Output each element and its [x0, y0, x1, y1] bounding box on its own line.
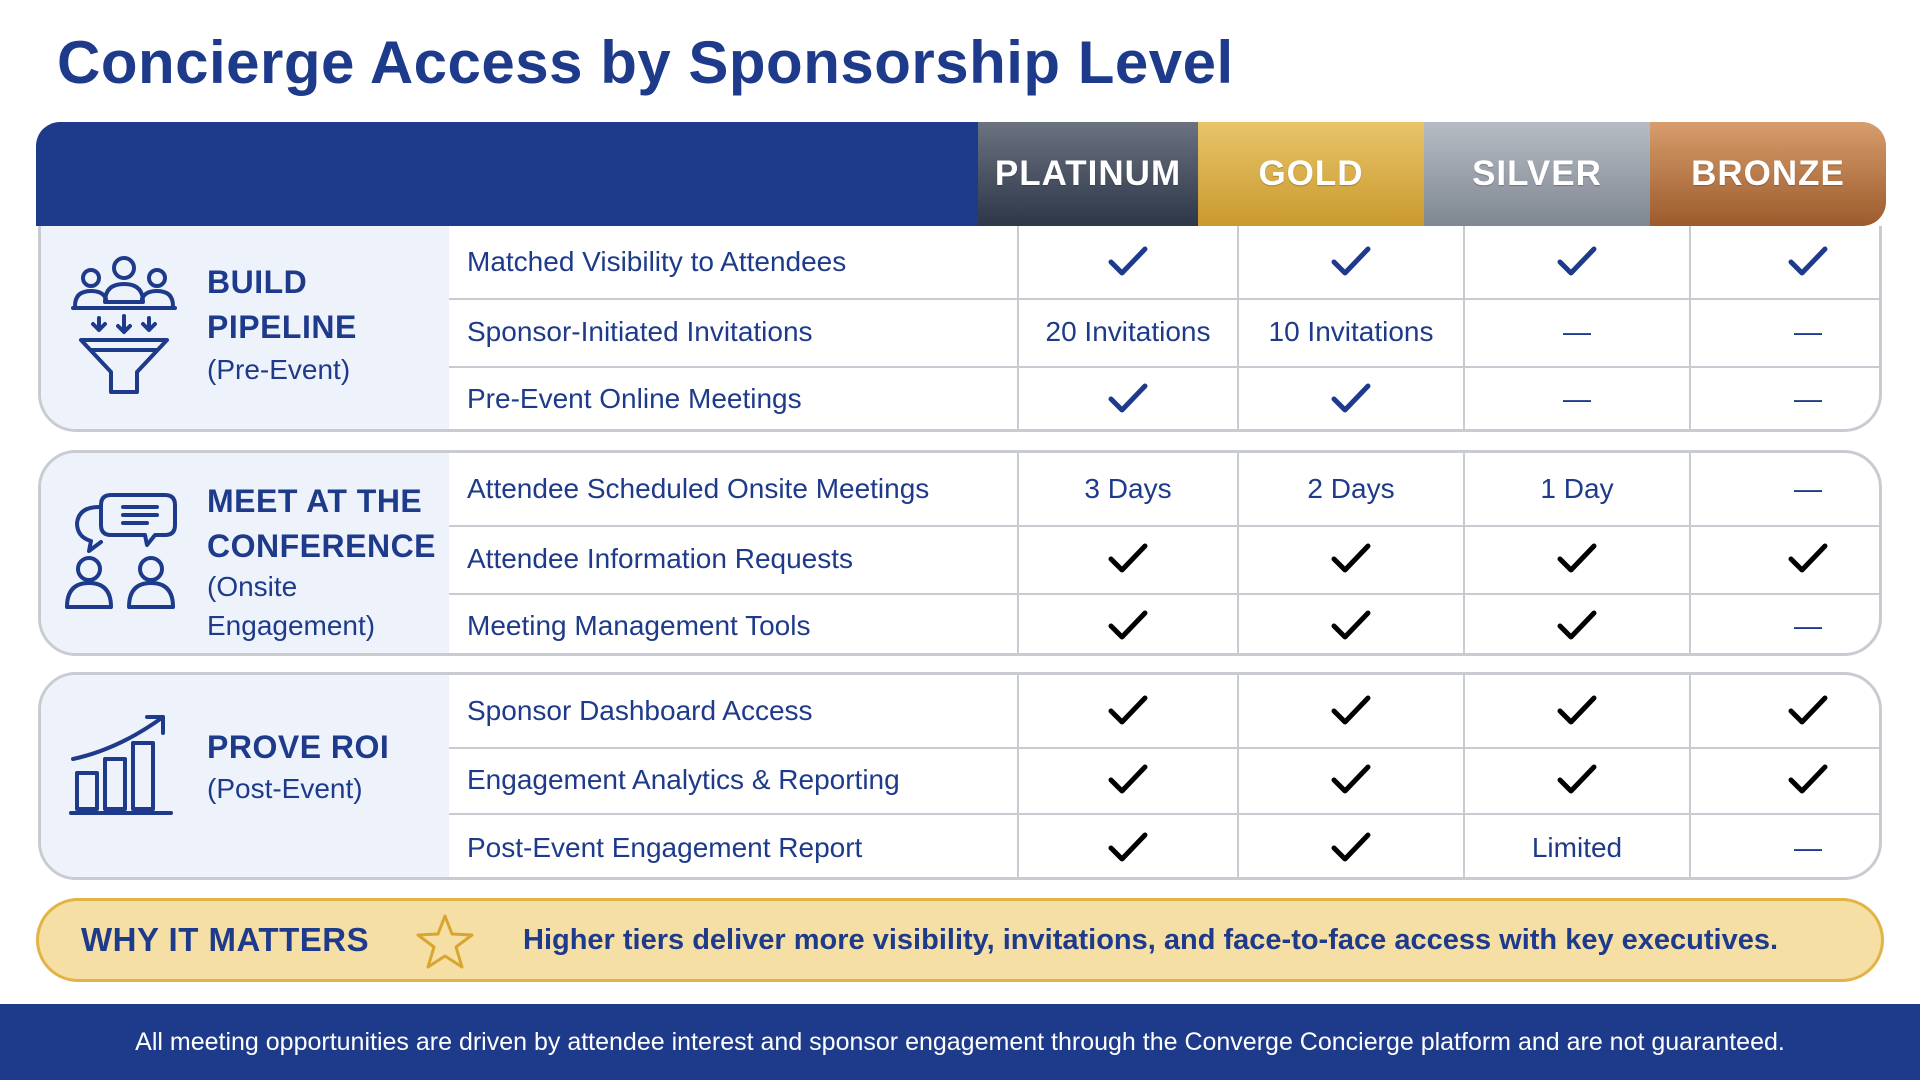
value-cell — [1691, 226, 1882, 298]
value-cell: Limited — [1531, 832, 1623, 863]
value-cell: — — [1794, 610, 1822, 641]
checkmark-icon — [1788, 694, 1828, 728]
value-cell: — — [1794, 383, 1822, 414]
footer-disclaimer: All meeting opportunities are driven by attendee interest and sponsor engagement through the Converge Concierge platform and are not guaranteed. — [0, 1004, 1920, 1080]
checkmark-icon — [1331, 542, 1371, 576]
why-it-matters-label: WHY IT MATTERS — [81, 921, 370, 958]
category-title-line: MEET AT THE — [207, 483, 423, 519]
value-cell — [1019, 675, 1237, 747]
value-cell — [1465, 593, 1689, 656]
value-cell: — — [1794, 473, 1822, 504]
category-subtitle-line: (Post-Event) — [207, 773, 363, 804]
value-cell: 1 Day — [1540, 473, 1614, 504]
value-cell: — — [1563, 316, 1591, 347]
table-row — [449, 366, 1879, 432]
value-cell — [1691, 525, 1882, 593]
table-row — [449, 675, 1879, 749]
table-row — [449, 453, 1879, 527]
feature-label: Engagement Analytics & Reporting — [467, 764, 900, 795]
table-row — [449, 226, 1879, 300]
feature-label: Attendee Information Requests — [467, 543, 854, 574]
value-cell — [1239, 593, 1463, 656]
feature-rows — [449, 453, 1879, 653]
category-subtitle-line: Engagement) — [207, 610, 376, 641]
tier-header-gold — [1198, 122, 1424, 226]
feature-rows — [449, 226, 1879, 429]
checkmark-icon — [1331, 245, 1371, 279]
checkmark-icon — [1108, 609, 1148, 643]
feature-label: Sponsor Dashboard Access — [467, 695, 813, 726]
value-cell — [1239, 226, 1463, 298]
table-header-bar — [36, 122, 978, 226]
checkmark-icon — [1108, 382, 1148, 416]
table-row — [449, 593, 1879, 656]
feature-rows — [449, 675, 1879, 877]
feature-label: Attendee Scheduled Onsite Meetings — [467, 473, 930, 504]
tier-header-bronze — [1650, 122, 1886, 226]
value-cell: 2 Days — [1307, 473, 1395, 504]
value-cell — [1019, 813, 1237, 880]
star-icon — [415, 913, 475, 976]
checkmark-icon — [1108, 542, 1148, 576]
category-title-line: CONFERENCE — [207, 528, 437, 564]
checkmark-icon — [1557, 542, 1597, 576]
value-cell — [1239, 366, 1463, 432]
tier-header-silver — [1424, 122, 1650, 226]
table-row — [449, 813, 1879, 880]
checkmark-icon — [1108, 694, 1148, 728]
value-cell: 3 Days — [1084, 473, 1172, 504]
category-subtitle-line: (Pre-Event) — [207, 354, 351, 385]
feature-label: Post-Event Engagement Report — [467, 832, 863, 863]
checkmark-icon — [1331, 831, 1371, 865]
category-title-line: BUILD — [207, 264, 308, 300]
category-subtitle — [207, 350, 350, 389]
why-it-matters-banner — [36, 898, 1884, 982]
checkmark-icon — [1788, 542, 1828, 576]
value-cell — [1019, 593, 1237, 656]
category-title-line: PROVE ROI — [207, 729, 390, 765]
value-cell — [1239, 747, 1463, 813]
checkmark-icon — [1788, 245, 1828, 279]
checkmark-icon — [1788, 763, 1828, 797]
value-cell — [1019, 747, 1237, 813]
value-cell — [1239, 525, 1463, 593]
value-cell — [1691, 747, 1882, 813]
category-panel — [41, 226, 449, 429]
tier-label: BRONZE — [1691, 154, 1845, 193]
value-cell — [1019, 525, 1237, 593]
category-subtitle-line: (Onsite — [207, 571, 298, 602]
checkmark-icon — [1557, 245, 1597, 279]
value-cell — [1019, 226, 1237, 298]
feature-label: Pre-Event Online Meetings — [467, 383, 802, 414]
tier-label: PLATINUM — [994, 154, 1182, 193]
value-cell — [1465, 747, 1689, 813]
page-title: Concierge Access by Sponsorship Level — [57, 29, 1234, 96]
checkmark-icon — [1108, 831, 1148, 865]
value-cell — [1239, 675, 1463, 747]
value-cell: — — [1563, 383, 1591, 414]
checkmark-icon — [1331, 609, 1371, 643]
table-row — [449, 747, 1879, 815]
section-prove-roi — [38, 672, 1882, 880]
checkmark-icon — [1108, 763, 1148, 797]
checkmark-icon — [1557, 694, 1597, 728]
table-row — [449, 525, 1879, 595]
funnel-people-icon — [69, 254, 179, 404]
category-title — [207, 260, 357, 350]
checkmark-icon — [1557, 763, 1597, 797]
why-it-matters-text: Higher tiers deliver more visibility, invitations, and face-to-face access with key executives. — [523, 923, 1779, 956]
category-title — [207, 479, 436, 569]
category-title — [207, 725, 389, 770]
tier-label: SILVER — [1472, 154, 1602, 193]
tier-label: GOLD — [1258, 154, 1364, 193]
section-meet-at-conference — [38, 450, 1882, 656]
checkmark-icon — [1557, 609, 1597, 643]
value-cell: — — [1794, 316, 1822, 347]
value-cell — [1465, 525, 1689, 593]
value-cell: 10 Invitations — [1268, 316, 1434, 347]
category-subtitle — [207, 769, 363, 808]
value-cell — [1691, 675, 1882, 747]
growth-chart-icon — [69, 713, 173, 822]
value-cell — [1239, 813, 1463, 880]
feature-label: Sponsor-Initiated Invitations — [467, 316, 813, 347]
category-title-line: PIPELINE — [207, 309, 357, 345]
value-cell: — — [1794, 832, 1822, 863]
value-cell — [1465, 675, 1689, 747]
category-panel — [41, 453, 449, 653]
section-build-pipeline — [38, 226, 1882, 432]
table-row — [449, 298, 1879, 368]
feature-label: Meeting Management Tools — [467, 610, 811, 641]
tier-header-platinum — [978, 122, 1198, 226]
checkmark-icon — [1331, 382, 1371, 416]
category-panel — [41, 675, 449, 877]
feature-label: Matched Visibility to Attendees — [467, 246, 847, 277]
checkmark-icon — [1108, 245, 1148, 279]
value-cell: 20 Invitations — [1045, 316, 1211, 347]
value-cell — [1465, 226, 1689, 298]
conversation-people-icon — [59, 489, 183, 616]
checkmark-icon — [1331, 763, 1371, 797]
value-cell — [1019, 366, 1237, 432]
category-subtitle — [207, 567, 375, 645]
checkmark-icon — [1331, 694, 1371, 728]
